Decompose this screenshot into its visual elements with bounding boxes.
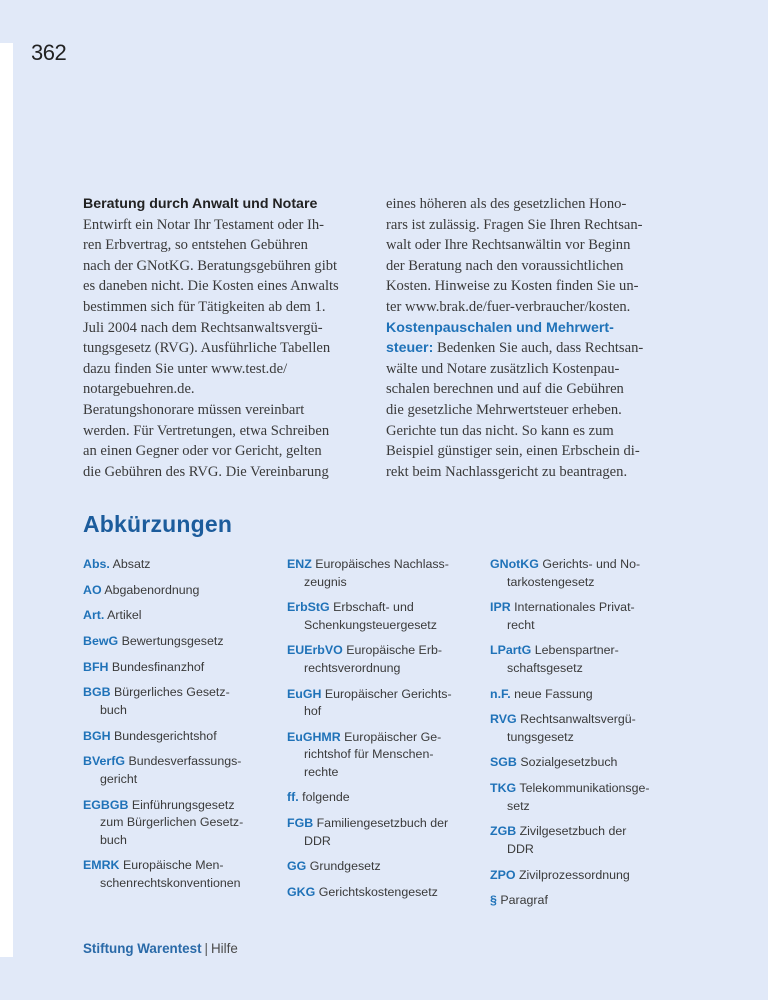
abbreviation-meaning: Europäischer Ge- <box>344 729 442 744</box>
abbreviation-meaning: recht <box>507 617 535 632</box>
abbreviation-entry <box>490 892 680 910</box>
abbreviation-key: ZGB <box>490 824 517 839</box>
abbreviation-entry <box>83 753 273 788</box>
abbreviation-line <box>287 729 477 747</box>
abbreviation-entry <box>287 815 477 850</box>
abbreviation-meaning: gericht <box>100 771 138 786</box>
abbreviation-line <box>83 832 273 850</box>
abbreviation-key: ErbStG <box>287 600 330 615</box>
abbreviation-line <box>83 857 273 875</box>
prose-line: die Gebühren des RVG. Die Vereinbarung <box>83 463 329 480</box>
abbreviation-meaning: Bewertungsgesetz <box>121 634 224 649</box>
abbreviation-entry <box>83 728 273 746</box>
abbreviation-line <box>490 711 680 729</box>
prose-line: dazu finden Sie unter www.test.de/ <box>83 360 288 377</box>
abbreviation-line <box>83 771 273 789</box>
abbreviation-meaning: Rechtsanwaltsvergü- <box>520 712 636 727</box>
abbreviation-line <box>83 753 273 771</box>
abbreviation-key: Art. <box>83 608 105 623</box>
abbreviation-line <box>287 884 477 902</box>
abbreviation-entry <box>287 556 477 591</box>
prose-line: rekt beim Nachlassgericht zu beantragen. <box>386 463 628 480</box>
abbreviation-line <box>287 789 477 807</box>
abbreviation-meaning: setz <box>507 798 530 813</box>
abbreviation-key: EMRK <box>83 858 120 873</box>
abbreviation-meaning: Lebenspartner- <box>534 643 619 658</box>
abbreviation-entry <box>490 686 680 704</box>
prose-line: Beratungshonorare müssen vereinbart <box>83 401 305 418</box>
prose-column-left <box>83 194 375 482</box>
abbreviation-meaning: Zivilprozessordnung <box>518 867 630 882</box>
abbreviation-meaning: Erbschaft- und <box>333 600 414 615</box>
abbreviation-line <box>287 617 477 635</box>
prose-line: schalen berechnen und auf die Gebühren <box>386 381 624 398</box>
abbreviation-entry <box>490 711 680 746</box>
abbreviation-line <box>490 841 680 859</box>
abbreviation-entry <box>83 684 273 719</box>
abbreviation-key: BewG <box>83 634 119 649</box>
prose-line: ter www.brak.de/fuer-verbraucher/kosten. <box>386 298 631 315</box>
abbreviation-line <box>287 574 477 592</box>
abbreviation-meaning: Bundesgerichtshof <box>114 728 217 743</box>
abbreviation-entry <box>490 867 680 885</box>
abbreviation-meaning: zeugnis <box>304 574 347 589</box>
abbreviation-meaning: buch <box>100 832 127 847</box>
abbreviation-meaning: Bundesfinanzhof <box>111 659 205 674</box>
abbreviation-meaning: rechtsverordnung <box>304 660 401 675</box>
abbreviation-line <box>83 659 273 677</box>
abbreviation-meaning: Abgabenordnung <box>104 582 200 597</box>
abbreviation-line <box>490 686 680 704</box>
abbreviation-key: ENZ <box>287 557 312 571</box>
abbreviation-meaning: tungsgesetz <box>507 729 574 744</box>
abbreviation-key: Abs. <box>83 557 110 571</box>
abbreviation-meaning: Absatz <box>112 557 151 571</box>
abbreviation-meaning: Einführungsgesetz <box>131 797 235 812</box>
prose-line: Beispiel günstiger sein, einen Erbschein di- <box>386 443 640 460</box>
abbreviation-line <box>490 823 680 841</box>
prose-line: Entwirft ein Notar Ihr Testament oder Ih- <box>83 216 325 233</box>
prose-line: wälte und Notare zusätzlich Kostenpau- <box>386 360 620 377</box>
abbreviation-key: ZPO <box>490 867 516 882</box>
abbreviation-entry <box>287 789 477 807</box>
abbreviation-meaning: Gerichts- und No- <box>542 557 641 571</box>
abbreviation-line <box>287 599 477 617</box>
abbreviation-line <box>287 686 477 704</box>
abbreviation-line <box>287 764 477 782</box>
abbreviation-line <box>287 815 477 833</box>
abbreviation-entry <box>83 797 273 850</box>
abbreviation-meaning: schenrechtskonventionen <box>100 875 241 890</box>
abbreviation-entry <box>490 556 680 591</box>
abbreviation-line <box>287 556 477 574</box>
abbreviation-meaning: Bürgerliches Gesetz- <box>114 685 230 700</box>
prose-line: es daneben nicht. Die Kosten eines Anwalts <box>83 278 339 295</box>
abbreviation-meaning: Europäische Erb- <box>346 643 442 658</box>
abbreviation-line <box>83 814 273 832</box>
abbreviation-entry <box>83 659 273 677</box>
prose-line: walt oder Ihre Rechtsanwältin vor Beginn <box>386 237 631 254</box>
abbreviation-key: TKG <box>490 781 517 796</box>
abbreviation-line <box>490 798 680 816</box>
abbreviation-entry <box>490 823 680 858</box>
section-title-abkuerzungen: Abkürzungen <box>83 511 233 537</box>
abbreviation-key: RVG <box>490 712 517 727</box>
abbreviation-meaning: Gerichtskostengesetz <box>318 885 438 899</box>
abbreviation-line <box>83 556 273 574</box>
abbreviation-column-1 <box>83 556 273 900</box>
abbreviation-key: AO <box>83 582 102 597</box>
abbreviation-meaning: Europäischer Gerichts- <box>324 686 452 701</box>
abbreviation-entry <box>287 686 477 721</box>
abbreviation-entry <box>287 599 477 634</box>
prose-line: bestimmen sich für Tätigkeiten ab dem 1. <box>83 298 326 315</box>
abbreviation-entry <box>83 556 273 574</box>
abbreviation-entry <box>83 582 273 600</box>
abbreviation-meaning: Zivilgesetzbuch der <box>519 824 627 839</box>
abbreviation-entry <box>83 633 273 651</box>
abbreviation-key: BFH <box>83 659 109 674</box>
abbreviation-entry <box>83 857 273 892</box>
abbreviation-line <box>83 875 273 893</box>
abbreviation-entry <box>287 884 477 902</box>
footer-brand: Stiftung Warentest <box>83 941 202 956</box>
prose-heading-beratung: Beratung durch Anwalt und Notare <box>83 196 318 212</box>
abbreviation-meaning: Artikel <box>107 608 142 623</box>
abbreviation-key: BGB <box>83 685 111 700</box>
abbreviation-line <box>490 642 680 660</box>
abbreviation-key: BGH <box>83 728 111 743</box>
abbreviation-meaning: rechte <box>304 764 339 779</box>
prose-line: Gerichte tun das nicht. So kann es zum <box>386 422 614 439</box>
abbreviation-key: FGB <box>287 816 314 831</box>
abbreviation-line <box>83 607 273 625</box>
abbreviation-entry <box>490 754 680 772</box>
page-number: 362 <box>31 40 67 65</box>
abbreviation-meaning: Schenkungsteuergesetz <box>304 617 437 632</box>
abbreviation-line <box>490 754 680 772</box>
abbreviation-line <box>287 703 477 721</box>
abbreviation-meaning: tarkostengesetz <box>507 574 595 589</box>
abbreviation-meaning: Grundgesetz <box>309 859 381 874</box>
abbreviation-line <box>490 574 680 592</box>
abbreviation-entry <box>490 599 680 634</box>
abbreviation-entry <box>83 607 273 625</box>
abbreviation-line <box>490 892 680 910</box>
abbreviation-meaning: richtshof für Menschen- <box>304 747 434 762</box>
prose-column-right <box>386 194 676 482</box>
abbreviation-line <box>83 582 273 600</box>
prose-line: Juli 2004 nach dem Rechtsanwaltsvergü- <box>83 319 323 336</box>
abbreviation-line <box>83 633 273 651</box>
abbreviation-line <box>83 797 273 815</box>
abbreviation-meaning: schaftsgesetz <box>507 660 583 675</box>
abbreviation-key: GKG <box>287 885 316 899</box>
abbreviation-line <box>490 556 680 574</box>
abbreviation-meaning: neue Fassung <box>514 686 593 701</box>
abbreviation-entry <box>287 729 477 782</box>
abbreviation-column-3 <box>490 556 680 918</box>
prose-line: ren Erbvertrag, so entstehen Gebühren <box>83 237 308 254</box>
prose-line: notargebuehren.de. <box>83 381 195 398</box>
prose-text: Bedenken Sie auch, dass Rechtsan- <box>433 340 644 357</box>
abbreviation-line <box>83 702 273 720</box>
abbreviation-meaning: Europäisches Nachlass- <box>315 557 449 571</box>
abbreviation-meaning: buch <box>100 702 127 717</box>
abbreviation-key: LPartG <box>490 643 532 658</box>
prose-line: werden. Für Vertretungen, etwa Schreiben <box>83 422 330 439</box>
abbreviation-meaning: Internationales Privat- <box>514 600 635 615</box>
abbreviation-line <box>287 746 477 764</box>
prose-line: Kosten. Hinweise zu Kosten finden Sie un- <box>386 278 639 295</box>
abbreviation-meaning: hof <box>304 704 322 719</box>
footer-section: Hilfe <box>211 941 238 956</box>
abbreviation-key: ff. <box>287 790 299 805</box>
prose-heading-kostenpauschalen: Kostenpauschalen und Mehrwert- <box>386 319 614 336</box>
prose-line: der Beratung nach den voraussichtlichen <box>386 257 624 274</box>
prose-line: die gesetzliche Mehrwertsteuer erheben. <box>386 401 622 418</box>
abbreviation-key: EGBGB <box>83 797 129 812</box>
prose-heading-kostenpauschalen-cont: steuer: <box>386 340 434 357</box>
footer-separator: | <box>204 941 209 956</box>
abbreviation-line <box>490 780 680 798</box>
prose-line: rars ist zulässig. Fragen Sie Ihren Rechtsan- <box>386 216 643 233</box>
abbreviation-meaning: Paragraf <box>500 893 548 908</box>
abbreviation-key: GG <box>287 859 307 874</box>
abbreviation-line <box>287 833 477 851</box>
abbreviation-meaning: DDR <box>304 833 331 848</box>
abbreviation-key: EuGHMR <box>287 729 341 744</box>
abbreviation-line <box>83 684 273 702</box>
abbreviation-line <box>287 858 477 876</box>
abbreviation-meaning: zum Bürgerlichen Gesetz- <box>100 815 244 829</box>
abbreviation-entry <box>287 858 477 876</box>
abbreviation-key: § <box>490 893 497 908</box>
abbreviation-key: BVerfG <box>83 754 126 769</box>
abbreviation-meaning: Bundesverfassungs- <box>128 754 242 769</box>
abbreviation-key: EuGH <box>287 686 322 701</box>
abbreviation-line <box>490 867 680 885</box>
abbreviation-key: GNotKG <box>490 557 539 571</box>
abbreviation-column-2 <box>287 556 477 910</box>
prose-line: nach der GNotKG. Beratungsgebühren gibt <box>83 257 338 274</box>
abbreviation-line <box>490 617 680 635</box>
abbreviation-line <box>83 728 273 746</box>
abbreviation-line <box>490 599 680 617</box>
abbreviation-key: EUErbVO <box>287 643 343 658</box>
page-edge-strip <box>0 43 13 957</box>
abbreviation-meaning: Telekommunikationsge- <box>519 781 650 796</box>
abbreviation-key: SGB <box>490 755 517 770</box>
abbreviation-entry <box>490 642 680 677</box>
abbreviation-line <box>490 729 680 747</box>
abbreviation-meaning: Sozialgesetzbuch <box>520 755 618 770</box>
abbreviation-key: n.F. <box>490 686 511 701</box>
abbreviation-meaning: DDR <box>507 841 534 856</box>
abbreviation-meaning: folgende <box>302 790 350 805</box>
abbreviation-line <box>287 642 477 660</box>
abbreviation-meaning: Europäische Men- <box>122 858 224 873</box>
abbreviation-key: IPR <box>490 600 511 615</box>
prose-line: eines höheren als des gesetzlichen Hono- <box>386 196 627 212</box>
abbreviation-entry <box>490 780 680 815</box>
page-footer <box>83 941 238 956</box>
prose-line: an einen Gegner oder vor Gericht, gelten <box>83 443 322 460</box>
abbreviation-line <box>287 660 477 678</box>
abbreviation-entry <box>287 642 477 677</box>
abbreviation-line <box>490 660 680 678</box>
prose-line: tungsgesetz (RVG). Ausführliche Tabellen <box>83 340 331 357</box>
abbreviation-meaning: Familiengesetzbuch der <box>316 816 449 831</box>
prose-line <box>386 338 676 359</box>
